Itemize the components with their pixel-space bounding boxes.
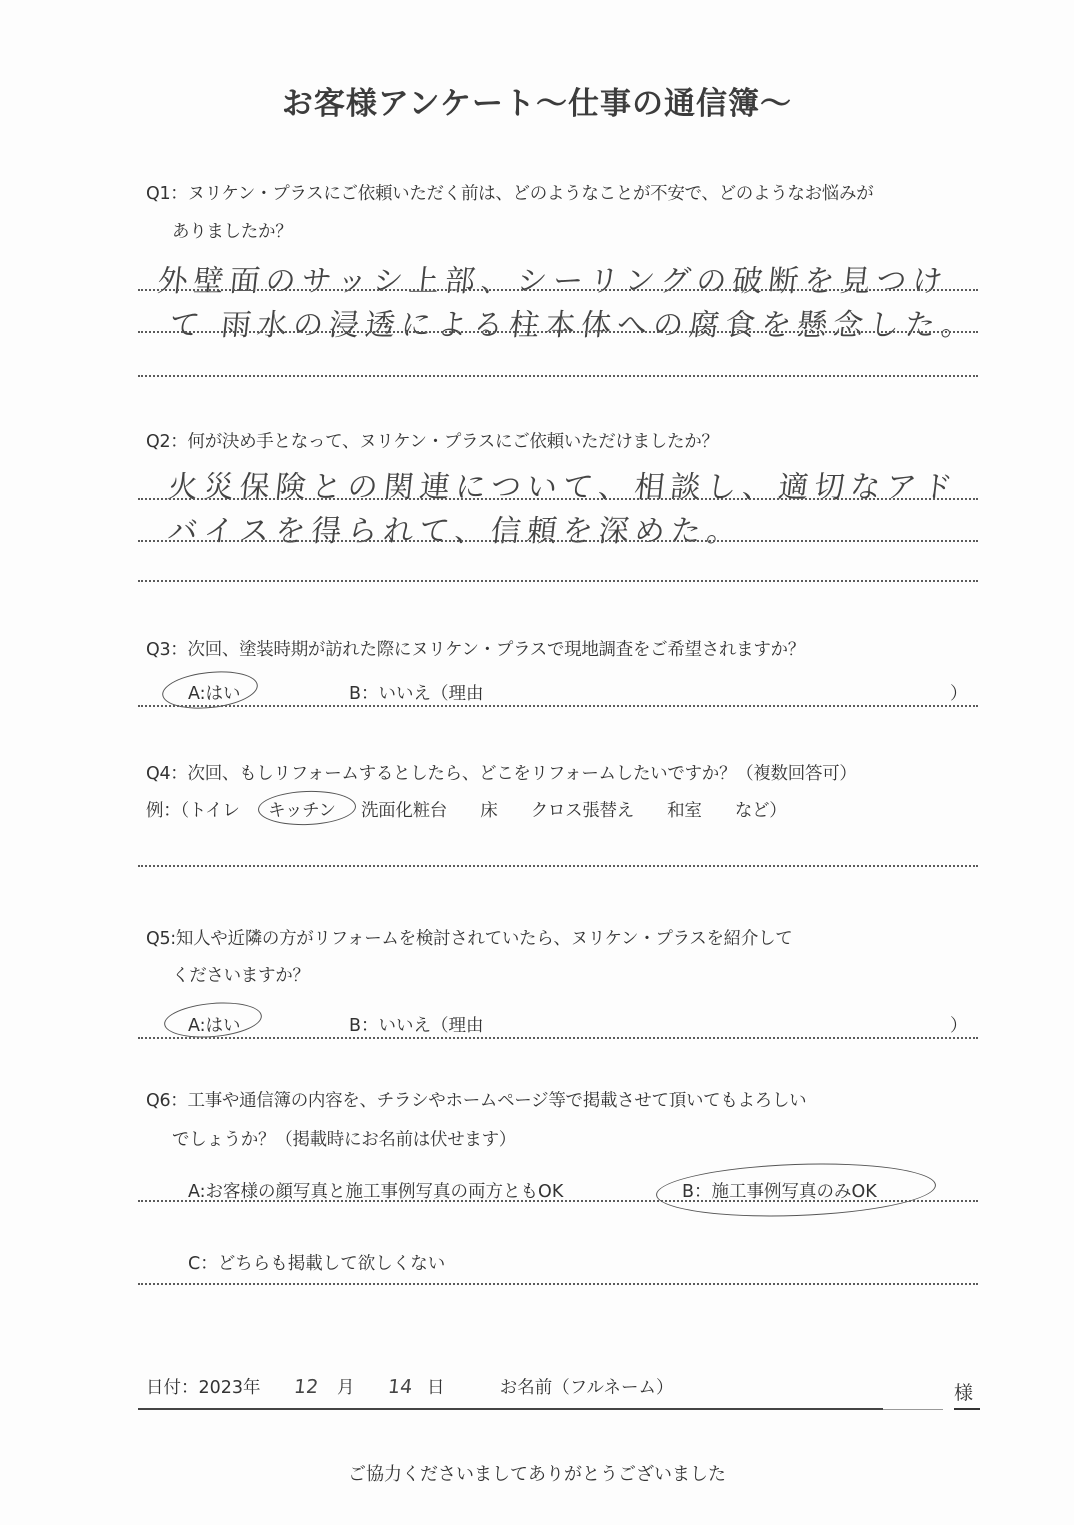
q3-question: Q3：次回、塗装時期が訪れた際にヌリケン・プラスで現地調査をご希望されますか？	[146, 640, 805, 660]
day-label: 日	[427, 1378, 445, 1398]
name-label: お名前（フルネーム）	[499, 1378, 674, 1398]
q1-question-line1: Q1：ヌリケン・プラスにご依頼いただく前は、どのようなことが不安で、どのようなお悩みが	[146, 184, 874, 204]
q5-question-line1: Q5:知人や近隣の方がリフォームを検討されていたら、ヌリケン・プラスを紹介して	[146, 929, 793, 949]
q4-example-japanese-room[interactable]: 和室	[667, 801, 702, 821]
q6-question-line1: Q6：工事や通信簿の内容を、チラシやホームページ等で掲載させて頂いてもよろしい	[146, 1091, 807, 1111]
q1-answer-line2: て 雨水の浸透による柱本体への腐食を懸念した。	[167, 308, 980, 343]
q2-answer-line2: バイスを得られて、信頼を深めた。	[165, 514, 745, 549]
q6-option-c[interactable]: C：どちらも掲載して欲しくない	[188, 1254, 446, 1274]
q3-close-paren: ）	[950, 684, 968, 704]
q2-answer-rule-1	[138, 498, 978, 500]
day-value[interactable]: 14	[386, 1376, 414, 1398]
q1-question-line2: ありましたか？	[172, 222, 293, 242]
closing-message: ご協力くださいましてありがとうございました	[348, 1464, 726, 1485]
honorific: 様	[954, 1382, 974, 1404]
month-label: 月	[337, 1378, 355, 1398]
q4-selected-circle	[258, 789, 357, 826]
q4-example-etc: など）	[734, 801, 787, 821]
q3-option-b[interactable]: B：いいえ（理由	[349, 684, 484, 704]
q2-answer-line1: 火災保険との関連について、相談し、適切なアド	[165, 470, 961, 505]
q3-option-a[interactable]: A:はい	[188, 684, 241, 704]
q3-answer-rule	[138, 705, 978, 707]
q1-answer-line1: 外壁面のサッシ上部、シーリングの破断を見つけ	[155, 264, 951, 299]
q4-answer-rule	[138, 865, 978, 867]
q4-example-wallpaper[interactable]: クロス張替え	[530, 801, 634, 821]
q4-example-kitchen[interactable]	[268, 797, 336, 822]
name-field-line-tail	[883, 1409, 943, 1410]
date-label: 日付：2023年	[146, 1378, 261, 1398]
q5-option-b[interactable]: B：いいえ（理由	[349, 1016, 484, 1036]
q2-answer-rule-3	[138, 580, 978, 582]
q5-close-paren: ）	[950, 1016, 968, 1036]
q4-examples-row	[146, 797, 786, 822]
q6-question-line2: でしょうか？（掲載時にお名前は伏せます）	[172, 1130, 516, 1150]
name-field-line[interactable]	[138, 1408, 883, 1410]
honorific-underline	[954, 1408, 980, 1410]
q1-answer-rule-2	[138, 331, 978, 333]
q4-examples-prefix: 例：（	[146, 801, 189, 821]
q4-example-toilet[interactable]: トイレ	[188, 801, 240, 821]
q6-option-a[interactable]: A:お客様の顔写真と施工事例写真の両方ともOK	[188, 1182, 564, 1202]
q4-example-kitchen-label: キッチン	[268, 801, 336, 821]
q6-answer-rule-1	[138, 1200, 978, 1202]
q4-question: Q4：次回、もしリフォームするとしたら、どこをリフォームしたいですか？（複数回答可）	[146, 764, 857, 784]
q6-answer-rule-2	[138, 1283, 978, 1285]
q1-answer-rule-3	[138, 375, 978, 377]
date-name-row	[146, 1374, 673, 1399]
q4-example-washbasin[interactable]: 洗面化粧台	[360, 801, 447, 821]
q4-example-floor[interactable]: 床	[480, 801, 498, 821]
q5-answer-rule	[138, 1037, 978, 1039]
q5-option-a[interactable]: A:はい	[188, 1016, 241, 1036]
q6-option-b[interactable]: B：施工事例写真のみOK	[682, 1182, 877, 1202]
page-title: お客様アンケート〜仕事の通信簿〜	[281, 86, 793, 122]
month-value[interactable]: 12	[292, 1376, 320, 1398]
q2-answer-rule-2	[138, 540, 978, 542]
q2-question: Q2：何が決め手となって、ヌリケン・プラスにご依頼いただけましたか？	[146, 432, 719, 452]
q5-question-line2: くださいますか？	[172, 966, 310, 986]
q1-answer-rule-1	[138, 289, 978, 291]
